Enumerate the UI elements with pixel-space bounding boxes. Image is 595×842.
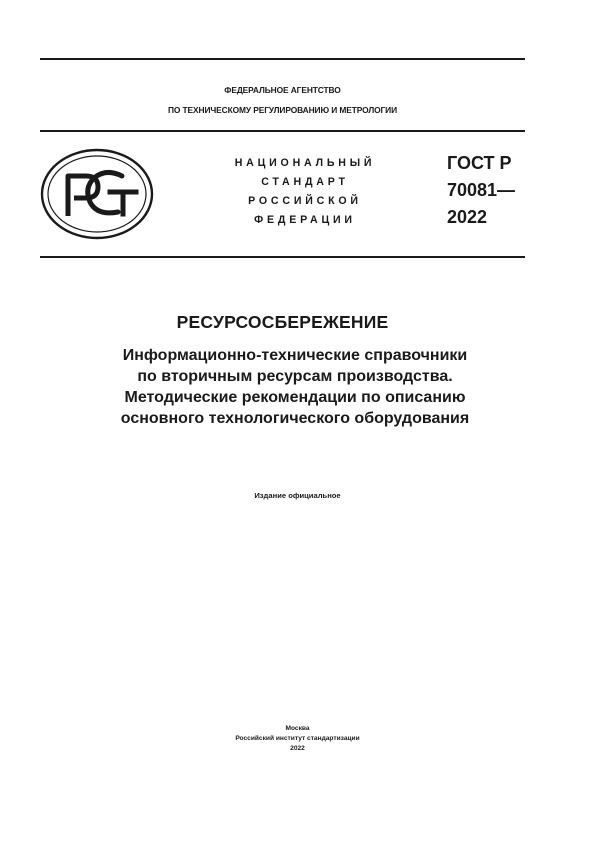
subtitle-line-1: Информационно-технические справочники — [122, 347, 468, 364]
subtitle-line-3: Методические рекомендации по описанию — [124, 389, 466, 406]
subtitle-line-2: по вторичным ресурсам производства. — [137, 368, 453, 385]
subtitle-line-4: основного технологического оборудования — [120, 410, 470, 427]
standard-number-line-3: 2022 — [447, 207, 488, 227]
agency-header — [40, 80, 525, 120]
standard-number-line-2: 70081— — [447, 180, 516, 200]
document-title: РЕСУРСОСБЕРЕЖЕНИЕ — [176, 312, 389, 332]
publisher-name: Российский институт стандартизации — [235, 735, 360, 742]
standard-type-line-3: РОССИЙСКОЙ — [248, 195, 362, 207]
publisher-year: 2022 — [290, 745, 305, 752]
standard-type-line-1: НАЦИОНАЛЬНЫЙ — [234, 157, 376, 169]
standard-number — [447, 150, 515, 231]
standard-type-line-2: СТАНДАРТ — [261, 176, 349, 188]
document-subtitle — [40, 345, 550, 429]
edition-note: Издание официальное — [254, 491, 341, 500]
upper-rule — [40, 130, 525, 132]
publisher-city: Москва — [285, 725, 310, 732]
agency-line-2: ПО ТЕХНИЧЕСКОМУ РЕГУЛИРОВАНИЮ И МЕТРОЛОГИИ — [167, 105, 398, 115]
standard-type-line-4: ФЕДЕРАЦИИ — [254, 214, 356, 226]
gost-r-emblem-svg — [40, 146, 156, 242]
standard-number-line-1: ГОСТ Р — [447, 153, 512, 173]
standard-type-block — [215, 154, 395, 230]
publisher-block — [40, 724, 555, 754]
lower-rule — [40, 256, 525, 258]
agency-line-1: ФЕДЕРАЛЬНОЕ АГЕНТСТВО — [224, 85, 341, 95]
top-rule — [40, 58, 525, 60]
gost-r-emblem-icon — [40, 146, 156, 242]
